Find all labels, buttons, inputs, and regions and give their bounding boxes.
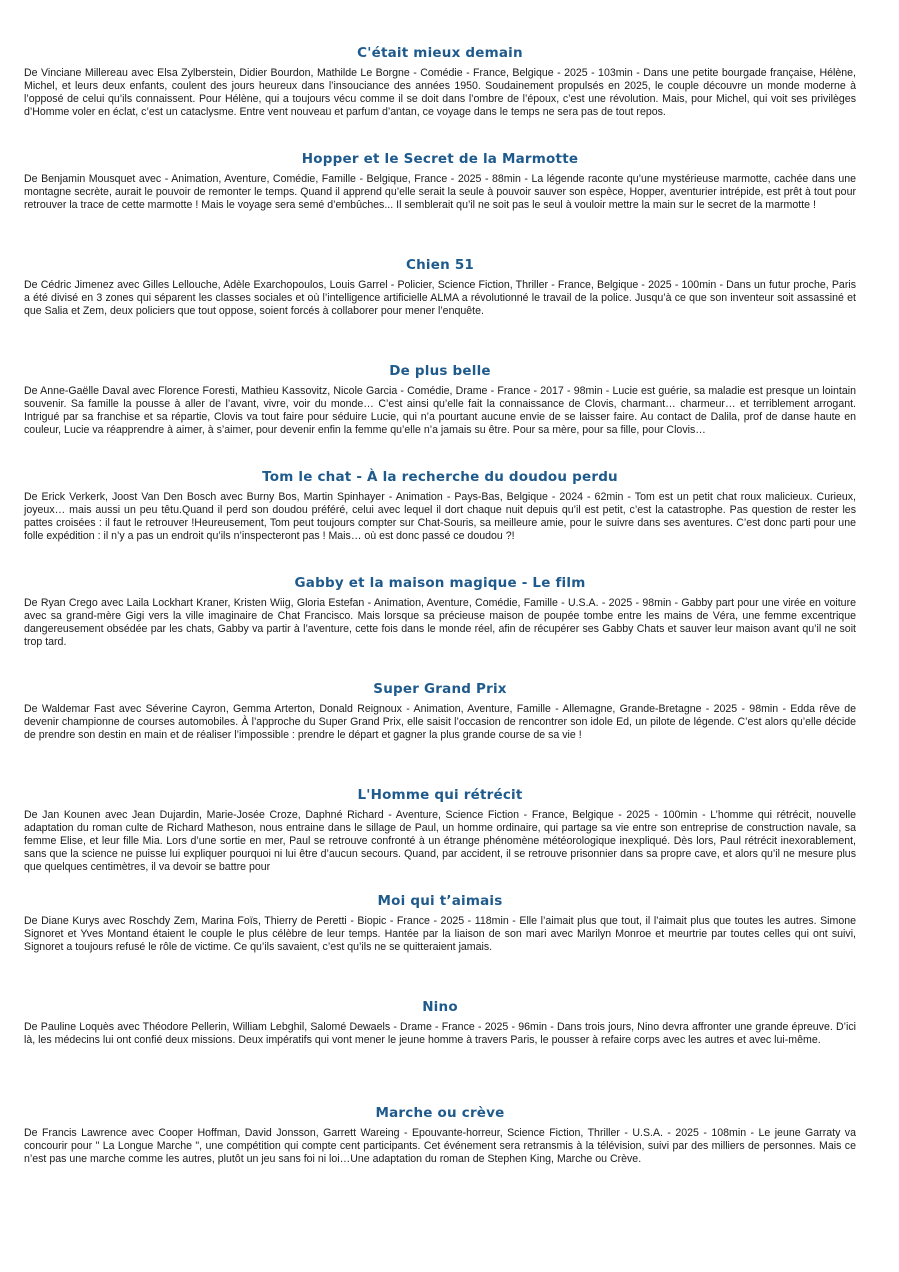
film-entry-chien-51 bbox=[24, 256, 856, 318]
film-entry-moi-qui-taimais bbox=[24, 892, 856, 954]
film-entry-marche-ou-creve bbox=[24, 1104, 856, 1166]
film-title: Moi qui t’aimais bbox=[377, 893, 503, 909]
film-title: Tom le chat - À la recherche du doudou perdu bbox=[262, 469, 618, 485]
film-entry-de-plus-belle bbox=[24, 362, 856, 437]
film-title: L'Homme qui rétrécit bbox=[357, 787, 523, 803]
film-entry-cetait-mieux-demain bbox=[24, 44, 856, 119]
film-description: De Diane Kurys avec Roschdy Zem, Marina Foïs, Thierry de Peretti - Biopic - France - 2025 - 118min - Elle l’aimait plus que tout, il l’aimait plus que toutes les autres. Simone Signoret et Yves Montand étaient le couple le plus célèbre de leur temps. Hantée par la liaison de son mari avec Marilyn Monroe et meurtrie par toutes celles qui ont suivi, Signoret a toujours refusé le rôle de victime. Ce qu’ils savaient, c’est qu’ils ne se quitteraient jamais. bbox=[24, 915, 856, 953]
film-entry-hopper bbox=[24, 150, 856, 212]
film-entry-nino bbox=[24, 998, 856, 1047]
film-description: De Waldemar Fast avec Séverine Cayron, Gemma Arterton, Donald Reignoux - Animation, Aventure, Famille - Allemagne, Grande-Bretagne - 2025 - 98min - Edda rêve de devenir championne de courses automobiles. À l’approche du Super Grand Prix, elle saisit l’occasion de rencontrer son idole Ed, un pilote de légende. C’est alors qu’elle décide de prendre son destin en main et de réaliser l’impossible : prendre le départ et gagner la plus grande course de sa vie ! bbox=[24, 703, 856, 741]
film-entry-super-grand-prix bbox=[24, 680, 856, 742]
film-description: De Cédric Jimenez avec Gilles Lellouche, Adèle Exarchopoulos, Louis Garrel - Policier, Science Fiction, Thriller - France, Belgique - 2025 - 100min - Dans un futur proche, Paris a été divisé en 3 zones qui séparent les classes sociales et où l’intelligence artificielle ALMA a révolutionné le travail de la police. Jusqu’à ce que son inventeur soit assassiné et que Salia et Zem, deux policiers que tout oppose, soient forcés à collaborer pour mener l’enquête. bbox=[24, 279, 856, 317]
film-entry-gabby bbox=[24, 574, 856, 649]
film-title: De plus belle bbox=[389, 363, 491, 379]
film-description: De Pauline Loquès avec Théodore Pellerin, William Lebghil, Salomé Dewaels - Drame - France - 2025 - 96min - Dans trois jours, Nino devra affronter une grande épreuve. D’ici là, les médecins lui ont confié deux missions. Deux impératifs qui vont mener le jeune homme à travers Paris, le pousser à refaire corps avec les autres et avec lui-même. bbox=[24, 1021, 856, 1046]
film-title: Hopper et le Secret de la Marmotte bbox=[301, 151, 579, 167]
film-description: De Anne-Gaëlle Daval avec Florence Foresti, Mathieu Kassovitz, Nicole Garcia - Comédie, Drame - France - 2017 - 98min - Lucie est guérie, sa maladie est presque un lointain souvenir. Sa famille la pousse à aller de l’avant, vivre, voir du monde… C’est ainsi qu’elle fait la connaissance de Clovis, charmant… charmeur… et terriblement arrogant. Intrigué par sa franchise et sa répartie, Clovis va tout faire pour séduire Lucie, qui n’a pourtant aucune envie de se laisser faire. Au contact de Dalila, prof de danse haute en couleur, Lucie va réapprendre à aimer, à s’aimer, pour devenir enfin la femme qu’elle n’a jamais su être. Pour sa mère, pour sa fille, pour Clovis… bbox=[24, 385, 856, 436]
film-title: Nino bbox=[422, 999, 458, 1015]
film-title: Super Grand Prix bbox=[373, 681, 507, 697]
film-description: De Erick Verkerk, Joost Van Den Bosch avec Burny Bos, Martin Spinhayer - Animation - Pays-Bas, Belgique - 2024 - 62min - Tom est un petit chat roux malicieux. Curieux, joyeux… mais aussi un peu têtu.Quand il perd son doudou préféré, celui avec lequel il dort chaque nuit depuis qu’il est petit, c’est la catastrophe. Pas question de rester les pattes croisées : il faut le retrouver !Heureusement, Tom peut toujours compter sur Chat-Souris, sa meilleure amie, pour le suivre dans ses aventures. C’est donc parti pour une folle expédition : il n’y a pas un endroit qu’ils n’inspecteront pas ! Mais… où est donc passé ce doudou ?! bbox=[24, 491, 856, 542]
film-title: Marche ou crève bbox=[375, 1105, 505, 1121]
film-title: Chien 51 bbox=[406, 257, 474, 273]
film-entry-homme-qui-retrecit bbox=[24, 786, 856, 873]
film-description: De Jan Kounen avec Jean Dujardin, Marie-Josée Croze, Daphné Richard - Aventure, Science Fiction - France, Belgique - 2025 - 100min - L’homme qui rétrécit, nouvelle adaptation du roman culte de Richard Matheson, nous entraine dans le sillage de Paul, un homme ordinaire, qui partage sa vie entre son entreprise de construction navale, sa femme Elise, et leur fille Mia. Lors d’une sortie en mer, Paul se retrouve confronté à un étrange phénomène météorologique inexpliqué. Dès lors, Paul rétrécit inexorablement, sans que la science ne puisse lui expliquer pourquoi ni lui être d’aucun secours. Quand, par accident, il se retrouve prisonnier dans sa propre cave, et alors qu’il ne mesure plus que quelques centimètres, il va devoir se battre pour bbox=[24, 809, 856, 873]
film-description: De Ryan Crego avec Laila Lockhart Kraner, Kristen Wiig, Gloria Estefan - Animation, Aventure, Comédie, Famille - U.S.A. - 2025 - 98min - Gabby part pour une virée en voiture avec sa grand-mère Gigi vers la ville imaginaire de Chat Francisco. Mais lorsque sa précieuse maison de poupée tombe entre les mains de Véra, une femme excentrique dangereusement obsédée par les chats, Gabby va partir à l’aventure, cette fois dans le monde réel, afin de récupérer ses Gabby Chats et sauver leur maison avant qu’il ne soit trop tard. bbox=[24, 597, 856, 648]
film-title: Gabby et la maison magique - Le film bbox=[294, 575, 586, 591]
film-title: C'était mieux demain bbox=[357, 45, 523, 61]
film-description: De Vinciane Millereau avec Elsa Zylberstein, Didier Bourdon, Mathilde Le Borgne - Comédie - France, Belgique - 2025 - 103min - Dans une petite bourgade française, Hélène, Michel, et leurs deux enfants, coulent des jours heureux dans l’insouciance des années 1950. Soudainement propulsés en 2025, le couple découvre un monde moderne à l’opposé de celui qu’ils connaissent. Pour Hélène, qui a toujours vécu comme il se doit dans l’ombre de l’époux, c’est une révolution. Mais, pour Michel, qui voit ses privilèges d’Homme voler en éclat, c’est un cataclysme. Entre vent nouveau et parfum d’antan, ce voyage dans le temps ne sera pas de tout repos. bbox=[24, 67, 856, 118]
film-description: De Benjamin Mousquet avec - Animation, Aventure, Comédie, Famille - Belgique, France - 2025 - 88min - La légende raconte qu’une mystérieuse marmotte, cachée dans une montagne secrète, aurait le pouvoir de remonter le temps. Quand il apprend qu’elle serait la seule à pouvoir sauver son espèce, Hopper, aventurier intrépide, est prêt à tout pour retrouver la trace de cette marmotte ! Mais le voyage sera semé d’embûches... Il semblerait qu’il ne soit pas le seul à vouloir mettre la main sur le secret de la marmotte ! bbox=[24, 173, 856, 211]
film-description: De Francis Lawrence avec Cooper Hoffman, David Jonsson, Garrett Wareing - Epouvante-horreur, Science Fiction, Thriller - U.S.A. - 2025 - 108min - Le jeune Garraty va concourir pour " La Longue Marche ", une compétition qui compte cent participants. Cet événement sera retransmis à la télévision, suivi par des milliers de personnes. Mais ce n’est pas une marche comme les autres, plutôt un jeu sans foi ni loi…Une adaptation du roman de Stephen King, Marche ou Crève. bbox=[24, 1127, 856, 1165]
film-entry-tom-le-chat bbox=[24, 468, 856, 543]
